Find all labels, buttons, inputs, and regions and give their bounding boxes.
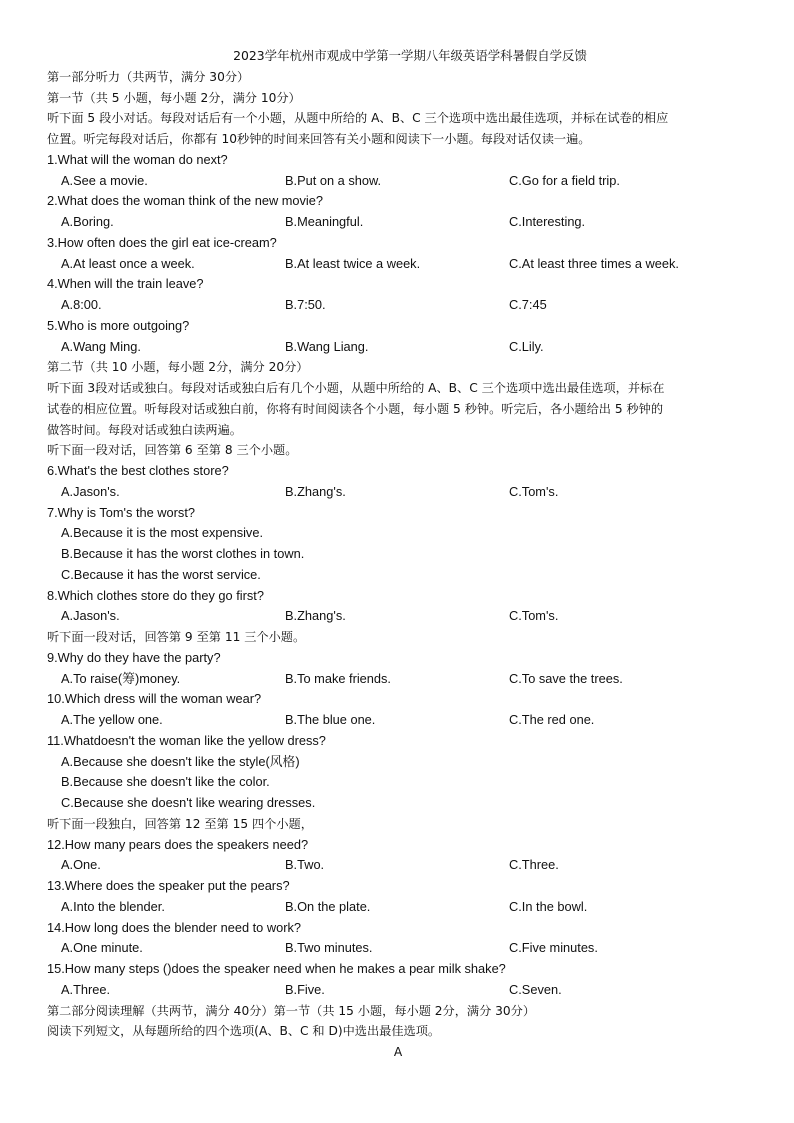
options-12: [47, 855, 749, 876]
exam-page: [47, 46, 749, 1063]
option-b: B.On the plate.: [285, 898, 371, 914]
section2-instructions-line2: 试卷的相应位置。听每段对话或独白前，你将有时间阅读各个小题，每小题 5 秒钟。听完后，各小题给出 5 秒钟的: [47, 401, 664, 416]
option-a: A.One minute.: [61, 940, 143, 956]
option-c: C.Go for a field trip.: [509, 172, 620, 188]
option-a: A.To raise(筹)money.: [61, 670, 181, 686]
option-a: A.See a movie.: [61, 172, 148, 188]
option-c: C.Because it has the worst service.: [61, 566, 261, 582]
option-a: A.Three.: [61, 981, 111, 997]
options-4: [47, 295, 749, 316]
section2-heading: 第二节（共 10 小题，每小题 2分，满分 20分）: [47, 360, 309, 375]
question-4: 4.When will the train leave?: [47, 276, 204, 292]
section1-instructions-line1: 听下面 5 段小对话。每段对话后有一个小题，从题中所给的 A、B、C 三个选项中选出最佳选项，并标在试卷的相应: [47, 111, 669, 126]
passage-label: A: [393, 1045, 403, 1059]
option-c: C.7:45: [509, 297, 547, 312]
option-c: C.The red one.: [509, 712, 595, 727]
question-10: 10.Which dress will the woman wear?: [47, 691, 262, 707]
section2-instructions-line3: 做答时间。每段对话或独白读两遍。: [47, 422, 242, 437]
section2-instructions-line1: 听下面 3段对话或独白。每段对话或独白后有几个小题，从题中所给的 A、B、C 三个选项中选出最佳选项，并标在: [47, 381, 665, 395]
question-2: 2.What does the woman think of the new movie?: [47, 193, 323, 209]
option-b: B.At least twice a week.: [285, 255, 421, 271]
part2-heading: 第二部分阅读理解（共两节，满分 40分）第一节（共 15 小题，每小题 2分，满分 30分）: [47, 1003, 536, 1018]
options-9: [47, 669, 749, 690]
option-b: B.Zhang's.: [285, 608, 346, 624]
option-b: B.Meaningful.: [285, 214, 364, 229]
option-a: A.Jason's.: [61, 608, 120, 624]
options-13: [47, 897, 749, 918]
option-c: C.In the bowl.: [509, 898, 588, 914]
options-3: [47, 254, 749, 275]
options-14: [47, 938, 749, 959]
question-11: 11.Whatdoesn't the woman like the yellow dress?: [47, 732, 326, 748]
option-b: B.To make friends.: [285, 670, 391, 686]
option-c: C.Tom's.: [509, 608, 559, 624]
options-6: [47, 482, 749, 503]
option-a: A.Wang Ming.: [61, 338, 141, 354]
question-8: 8.Which clothes store do they go first?: [47, 587, 264, 603]
option-a: A.At least once a week.: [61, 255, 195, 271]
question-6: 6.What's the best clothes store?: [47, 463, 229, 478]
option-b: B.Two minutes.: [285, 940, 373, 956]
question-3: 3.How often does the girl eat ice-cream?: [47, 234, 277, 250]
option-b: B.Zhang's.: [285, 483, 346, 499]
question-1: 1.What will the woman do next?: [47, 151, 228, 167]
question-9: 9.Why do they have the party?: [47, 649, 221, 665]
question-12: 12.How many pears does the speakers need?: [47, 836, 309, 852]
option-a: A.Because she doesn't like the style(风格): [61, 753, 300, 769]
option-a: A.8:00.: [61, 297, 102, 312]
question-7: 7.Why is Tom's the worst?: [47, 504, 195, 520]
option-b: B.Because it has the worst clothes in town.: [61, 546, 305, 561]
question-5: 5.Who is more outgoing?: [47, 317, 190, 333]
part1-heading: 第一部分听力（共两节，满分 30分）: [47, 69, 250, 84]
option-c: C.Three.: [509, 857, 559, 873]
option-c: C.Lily.: [509, 338, 544, 354]
option-a: A.Because it is the most expensive.: [61, 525, 264, 541]
option-c: C.Tom's.: [509, 483, 559, 499]
option-b: B.Wang Liang.: [285, 338, 369, 354]
option-c: C.Seven.: [509, 981, 562, 997]
option-c: C.Five minutes.: [509, 940, 598, 956]
question-14: 14.How long does the blender need to work?: [47, 919, 301, 935]
option-a: A.One.: [61, 857, 101, 873]
exam-title: 2023学年杭州市观成中学第一学期八年级英语学科暑假自学反馈: [233, 48, 587, 63]
question-13: 13.Where does the speaker put the pears?: [47, 878, 290, 893]
option-a: A.Boring.: [61, 214, 114, 229]
option-b: B.Two.: [285, 857, 325, 873]
option-c: C.Because she doesn't like wearing dresses.: [61, 795, 316, 810]
options-1: [47, 171, 749, 192]
option-a: A.The yellow one.: [61, 712, 163, 727]
option-c: C.At least three times a week.: [509, 255, 679, 271]
option-b: B.The blue one.: [285, 712, 376, 727]
part2-instructions: 阅读下列短文，从每题所给的四个选项(A、B、C 和 D)中选出最佳选项。: [47, 1024, 441, 1039]
dialogue-lead-1: 听下面一段对话，回答第 6 至第 8 三个小题。: [47, 443, 298, 458]
option-b: B.7:50.: [285, 297, 326, 312]
options-5: [47, 337, 749, 358]
option-c: C.Interesting.: [509, 214, 586, 229]
monologue-lead: 听下面一段独白，回答第 12 至第 15 四个小题，: [47, 816, 313, 831]
section1-heading: 第一节（共 5 小题，每小题 2分，满分 10分）: [47, 90, 301, 105]
question-15: 15.How many steps ()does the speaker need when he makes a pear milk shake?: [47, 961, 506, 976]
option-c: C.To save the trees.: [509, 670, 623, 686]
options-2: [47, 212, 749, 233]
dialogue-lead-2: 听下面一段对话，回答第 9 至第 11 三个小题。: [47, 630, 306, 644]
section1-instructions-line2: 位置。听完每段对话后，你都有 10秒钟的时间来回答有关小题和阅读下一小题。每段对话仅读一遍。: [47, 132, 591, 146]
option-b: B.Five.: [285, 981, 325, 997]
options-10: [47, 710, 749, 731]
option-a: A.Jason's.: [61, 483, 120, 499]
option-a: A.Into the blender.: [61, 898, 165, 914]
option-b: B.Put on a show.: [285, 172, 382, 188]
option-b: B.Because she doesn't like the color.: [61, 774, 270, 790]
options-8: [47, 606, 749, 627]
options-15: [47, 980, 749, 1001]
